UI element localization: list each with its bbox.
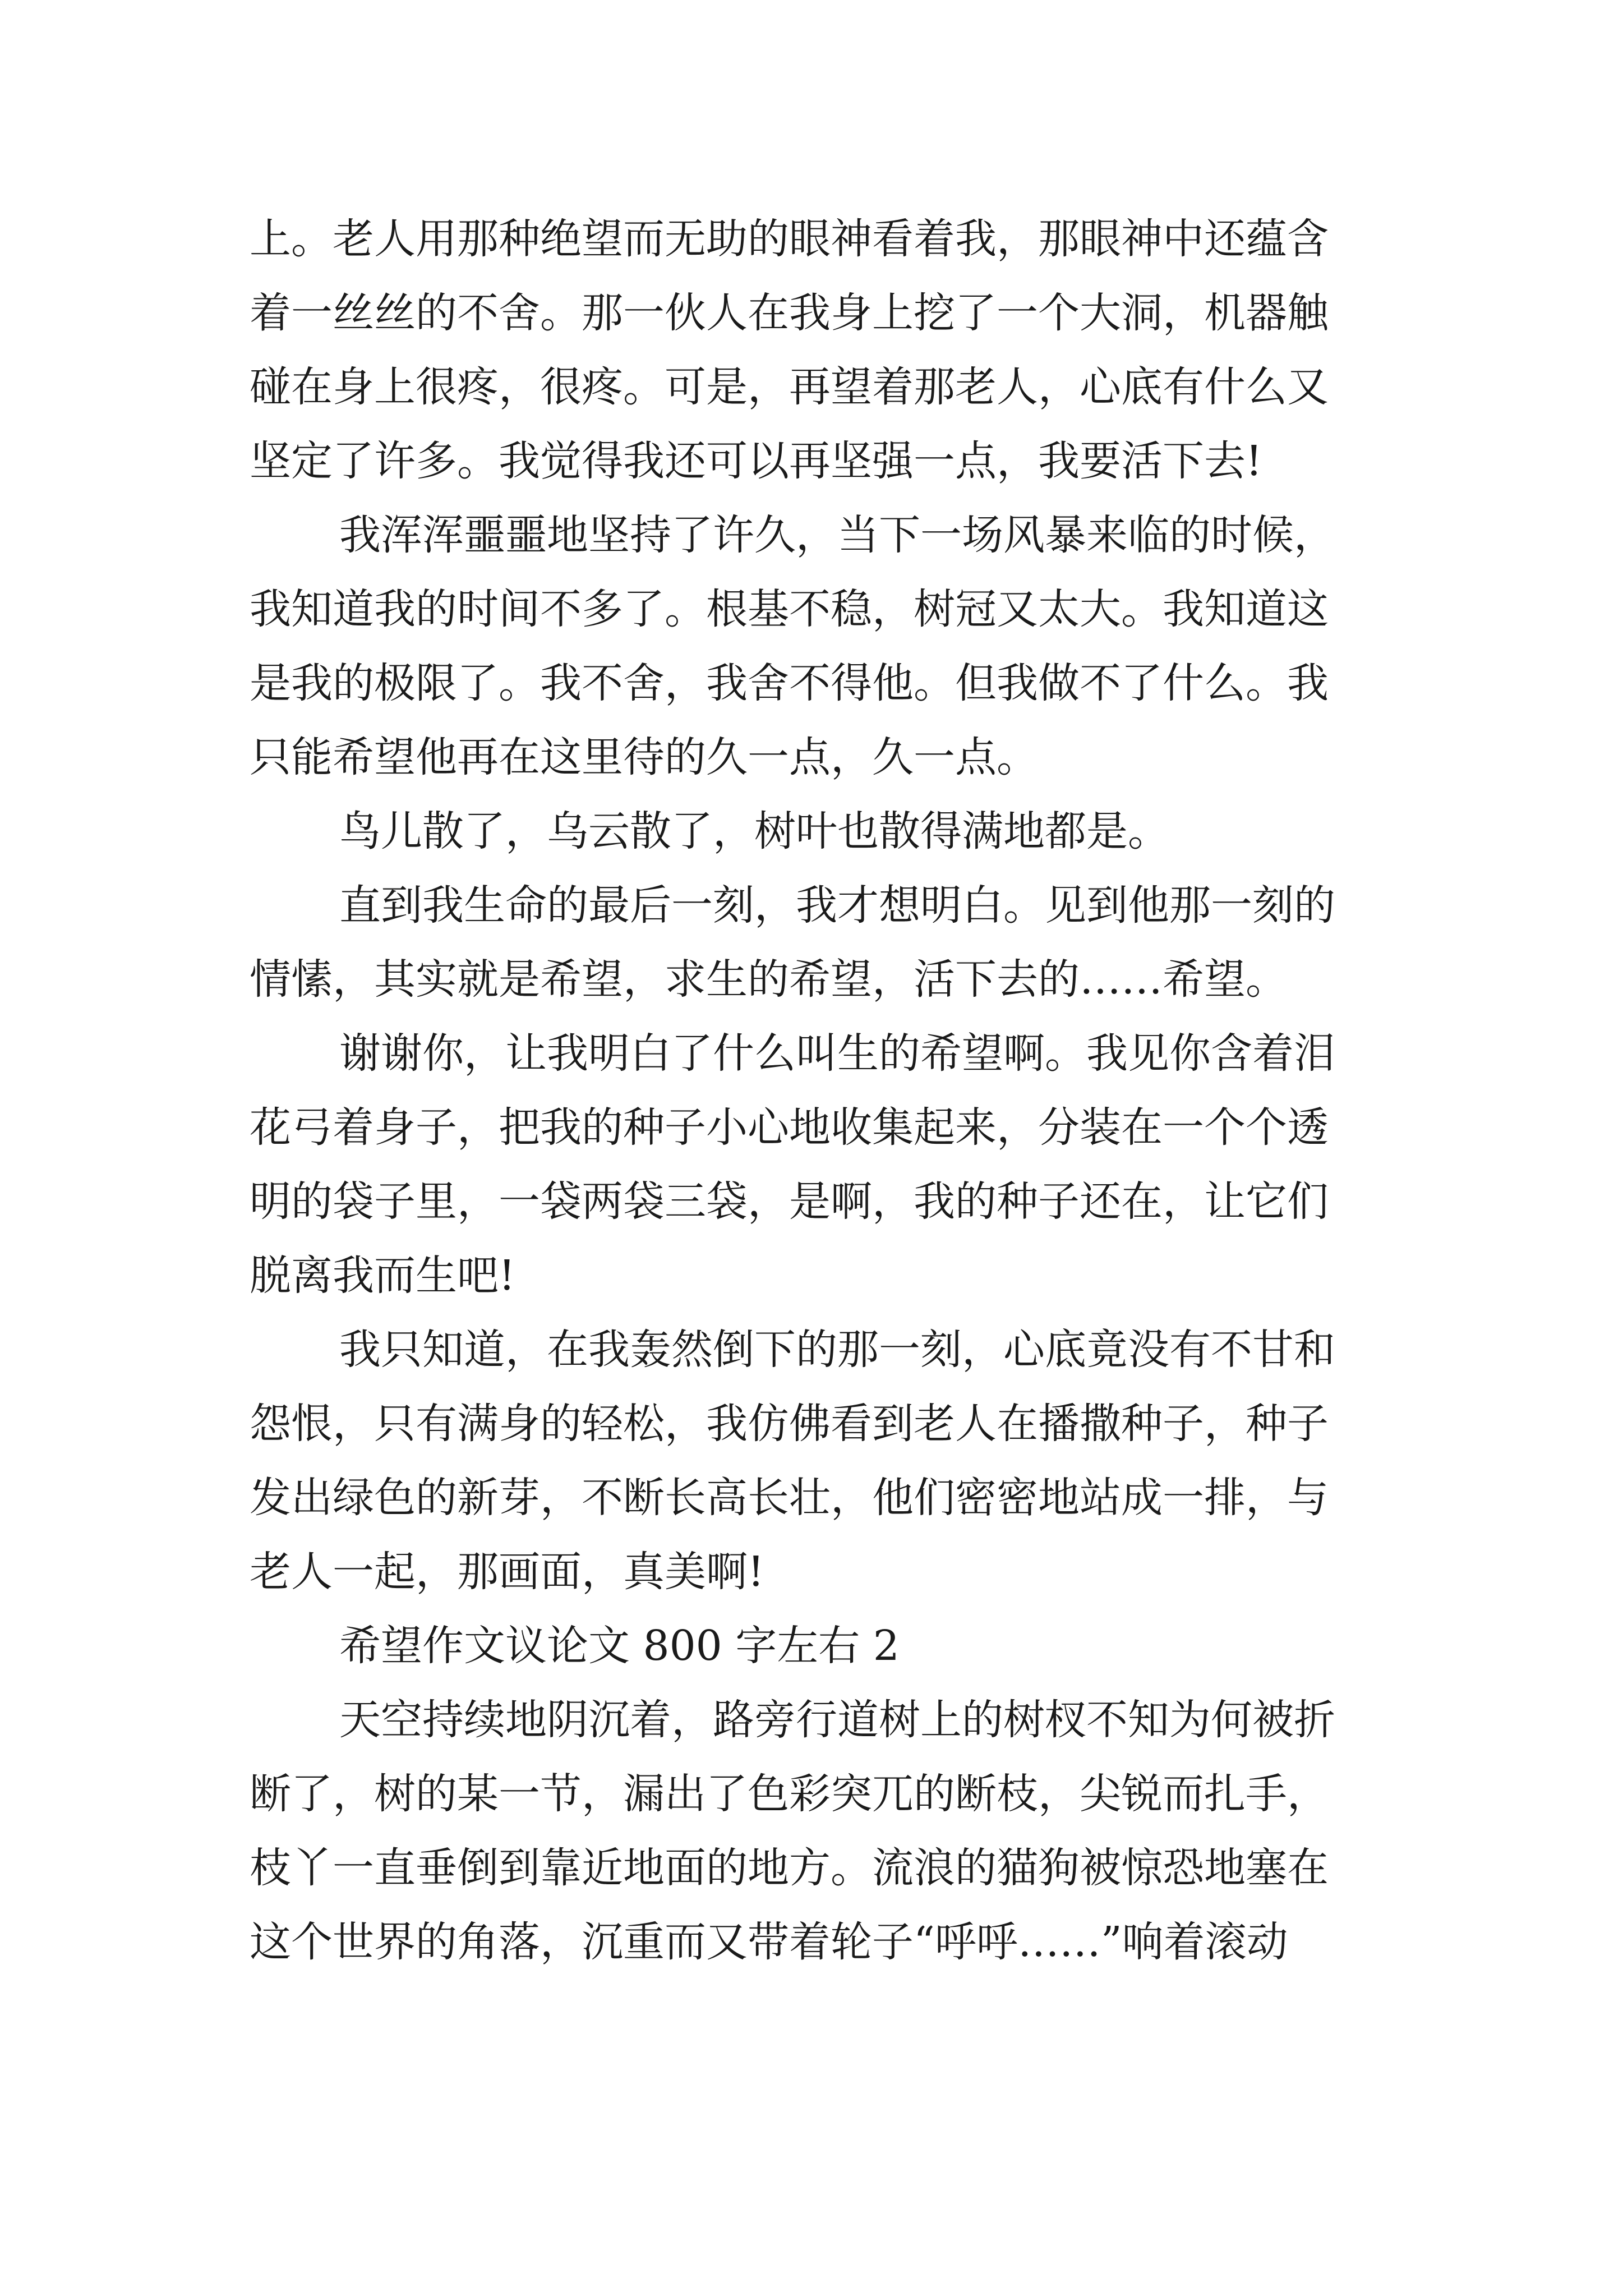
paragraph-first-line: 我浑浑噩噩地坚持了许久，当下一场风暴来临的时候， bbox=[339, 511, 1335, 559]
paragraph-first-line: 我只知道，在我轰然倒下的那一刻，心底竟没有不甘和 bbox=[339, 1326, 1335, 1374]
paragraph-first-line: 谢谢你，让我明白了什么叫生的希望啊。我见你含着泪 bbox=[339, 1029, 1335, 1078]
text-line: 情愫，其实就是希望，求生的希望，活下去的……希望。 bbox=[250, 955, 1287, 1004]
text-line: 着一丝丝的不舍。那一伙人在我身上挖了一个大洞，机器触 bbox=[250, 289, 1329, 337]
section-heading: 希望作文议论文 800 字左右 2 bbox=[339, 1622, 900, 1670]
text-line: 花弓着身子，把我的种子小心地收集起来，分装在一个个透 bbox=[250, 1103, 1329, 1152]
paragraph-first-line: 天空持续地阴沉着，路旁行道树上的树杈不知为何被折 bbox=[339, 1696, 1335, 1744]
text-line: 脱离我而生吧! bbox=[250, 1251, 515, 1300]
text-line: 枝丫一直垂倒到靠近地面的地方。流浪的猫狗被惊恐地塞在 bbox=[250, 1844, 1329, 1892]
text-line: 是我的极限了。我不舍，我舍不得他。但我做不了什么。我 bbox=[250, 659, 1329, 707]
text-line: 断了，树的某一节，漏出了色彩突兀的断枝，尖锐而扎手， bbox=[250, 1770, 1329, 1818]
text-line: 只能希望他再在这里待的久一点，久一点。 bbox=[250, 733, 1038, 781]
text-line: 老人一起，那画面，真美啊! bbox=[250, 1548, 764, 1596]
paragraph-first-line: 鸟儿散了，乌云散了，树叶也散得满地都是。 bbox=[339, 807, 1169, 855]
body-text bbox=[250, 202, 1382, 1979]
text-line: 碰在身上很疼，很疼。可是，再望着那老人，心底有什么又 bbox=[250, 363, 1329, 411]
text-line: 坚定了许多。我觉得我还可以再坚强一点，我要活下去! bbox=[250, 437, 1262, 485]
text-line: 这个世界的角落，沉重而又带着轮子“呼呼……”响着滚动 bbox=[250, 1918, 1288, 1966]
paragraph-first-line: 直到我生命的最后一刻，我才想明白。见到他那一刻的 bbox=[339, 881, 1335, 930]
text-line: 怨恨，只有满身的轻松，我仿佛看到老人在播撒种子，种子 bbox=[250, 1400, 1329, 1448]
text-line: 上。老人用那种绝望而无助的眼神看着我，那眼神中还蕴含 bbox=[250, 215, 1329, 263]
text-line: 我知道我的时间不多了。根基不稳，树冠又太大。我知道这 bbox=[250, 585, 1329, 633]
text-line: 明的袋子里，一袋两袋三袋，是啊，我的种子还在，让它们 bbox=[250, 1177, 1329, 1226]
text-line: 发出绿色的新芽，不断长高长壮，他们密密地站成一排，与 bbox=[250, 1474, 1329, 1522]
